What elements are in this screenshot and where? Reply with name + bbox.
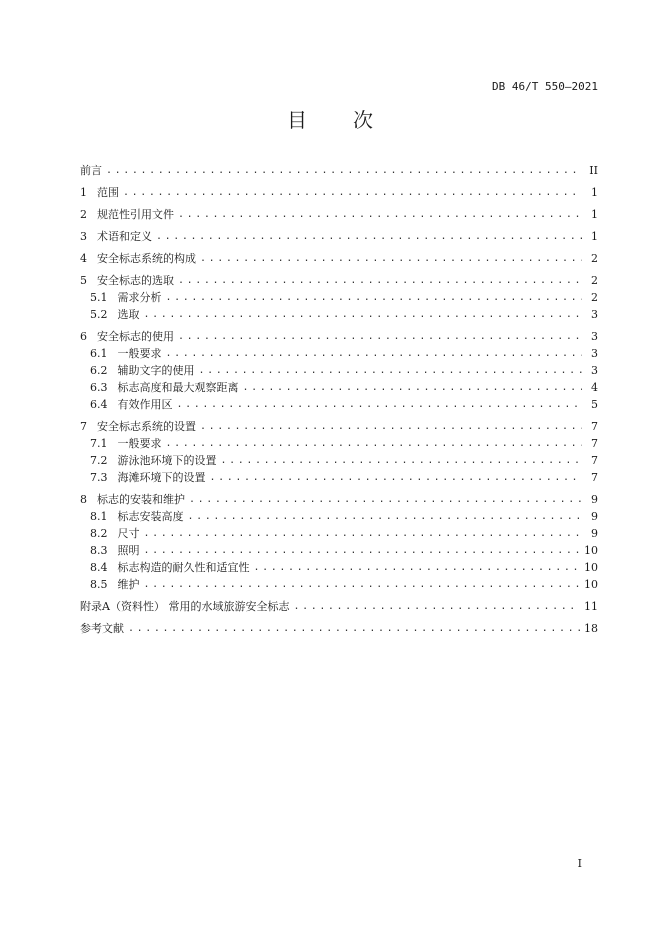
toc-entry-page: 3 <box>591 347 598 360</box>
dot-leader <box>106 163 582 179</box>
toc-entry-page: II <box>589 164 598 177</box>
toc-entry-page: 18 <box>584 622 598 635</box>
toc-entry-number: 7 <box>80 420 87 433</box>
toc-entry-label: 安全标志的选取 <box>97 274 174 287</box>
dot-leader <box>178 207 582 223</box>
toc-entry-number: 7.3 <box>90 471 108 484</box>
toc-entry-label: 标志高度和最大观察距离 <box>117 381 239 394</box>
toc-entry[interactable] <box>80 329 598 345</box>
toc-entry-label: 尺寸 <box>117 527 140 540</box>
toc-entry-number: 6.1 <box>90 347 108 360</box>
page-title <box>0 104 662 133</box>
toc-entry[interactable] <box>80 290 598 306</box>
toc-entry-title <box>80 492 185 508</box>
toc-entry-title <box>90 307 140 323</box>
dot-leader <box>221 453 583 469</box>
toc-entry-title <box>90 577 140 593</box>
toc-entry[interactable] <box>80 577 598 593</box>
dot-leader <box>128 621 580 637</box>
toc-entry[interactable] <box>80 599 598 615</box>
toc-entry-label: 安全标志系统的构成 <box>97 252 196 265</box>
toc-entry-number: 5.2 <box>90 308 108 321</box>
toc-entry-page: 1 <box>591 186 598 199</box>
toc-entry[interactable] <box>80 492 598 508</box>
toc-entry-page: 10 <box>584 561 598 574</box>
dot-leader <box>200 251 582 267</box>
toc-entry-number: 6.2 <box>90 364 108 377</box>
toc-entry-label: 辅助文字的使用 <box>117 364 195 377</box>
toc-entry-number: 4 <box>80 252 87 265</box>
toc-entry[interactable] <box>80 363 598 379</box>
dot-leader <box>144 307 583 323</box>
toc-entry-number: 8.4 <box>90 561 108 574</box>
dot-leader <box>178 273 582 289</box>
toc-entry[interactable] <box>80 621 598 637</box>
toc-entry-label: 规范性引用文件 <box>97 208 174 221</box>
toc-entry[interactable] <box>80 509 598 525</box>
toc-entry[interactable] <box>80 273 598 289</box>
toc-entry-title <box>80 163 102 179</box>
document-code: DB 46/T 550—2021 <box>492 80 598 93</box>
toc-entry-label: 标志构造的耐久性和适宜性 <box>117 561 250 574</box>
toc-entry-number: 7.1 <box>90 437 108 450</box>
toc-entry-number: 3 <box>80 230 87 243</box>
toc-entry-number: 1 <box>80 186 87 199</box>
toc-entry-number: 6.3 <box>90 381 108 394</box>
toc-entry-title <box>90 397 173 413</box>
toc-entry-page: 9 <box>591 493 598 506</box>
dot-leader <box>144 543 581 559</box>
toc-entry-number: 8 <box>80 493 87 506</box>
toc-entry-number: 6 <box>80 330 87 343</box>
toc-entry-number: 5.1 <box>90 291 108 304</box>
toc-entry-title <box>90 436 162 452</box>
toc-entry-page: 2 <box>591 252 598 265</box>
toc-entry-number: 7.2 <box>90 454 108 467</box>
dot-leader <box>144 577 581 593</box>
toc-entry-label: 游泳池环境下的设置 <box>117 454 217 467</box>
toc-entry-page: 9 <box>591 527 598 540</box>
toc-entry[interactable] <box>80 346 598 362</box>
dot-leader <box>210 470 583 486</box>
toc-entry-title <box>90 526 140 542</box>
toc-entry[interactable] <box>80 526 598 542</box>
toc-entry-number: 6.4 <box>90 398 108 411</box>
toc-entry-number: 2 <box>80 208 87 221</box>
dot-leader <box>243 380 583 396</box>
toc-entry-title <box>90 290 162 306</box>
toc-entry-label: 安全标志系统的设置 <box>97 420 196 433</box>
toc-entry-page: 3 <box>591 308 598 321</box>
dot-leader <box>123 185 582 201</box>
toc-entry-label: 范围 <box>97 186 119 199</box>
toc-entry-page: 7 <box>591 420 598 433</box>
toc-entry-title <box>90 380 239 396</box>
toc-entry-title <box>90 363 195 379</box>
toc-entry[interactable] <box>80 419 598 435</box>
toc-entry-label: 一般要求 <box>117 347 162 360</box>
toc-entry-label: 术语和定义 <box>97 230 152 243</box>
toc-entry-title <box>90 453 217 469</box>
dot-leader <box>188 509 583 525</box>
toc-entry-label: 标志的安装和维护 <box>97 493 185 506</box>
toc-entry-title <box>90 346 162 362</box>
toc-entry-label: 标志安装高度 <box>117 510 184 523</box>
toc-entry-title <box>90 560 250 576</box>
toc-entry-page: 2 <box>591 291 598 304</box>
footer-page-number: I <box>577 857 582 870</box>
dot-leader <box>177 397 583 413</box>
toc-entry-label: 海滩环境下的设置 <box>117 471 206 484</box>
dot-leader <box>166 290 583 306</box>
toc-entry-page: 10 <box>584 544 598 557</box>
toc-entry-number: 8.3 <box>90 544 108 557</box>
toc-entry[interactable] <box>80 185 598 201</box>
title-char: 次 <box>353 108 375 132</box>
toc-entry[interactable] <box>80 307 598 323</box>
toc-entry-page: 4 <box>591 381 598 394</box>
toc-entry-title <box>90 509 184 525</box>
toc-entry-title <box>80 229 152 245</box>
toc-entry[interactable] <box>80 207 598 223</box>
toc-entry-page: 1 <box>591 208 598 221</box>
toc-entry-label: 安全标志的使用 <box>97 330 174 343</box>
toc-entry[interactable] <box>80 229 598 245</box>
toc-entry-page: 3 <box>591 330 598 343</box>
table-of-contents <box>80 163 598 637</box>
toc-entry-number: 8.1 <box>90 510 108 523</box>
title-char: 目 <box>287 108 309 132</box>
toc-entry-label: 照明 <box>117 544 140 557</box>
toc-entry[interactable] <box>80 543 598 559</box>
toc-entry-label: 需求分析 <box>117 291 162 304</box>
toc-entry-number: 5 <box>80 274 87 287</box>
toc-entry-title <box>80 621 124 637</box>
toc-entry[interactable] <box>80 163 598 179</box>
dot-leader <box>254 560 581 576</box>
toc-entry-label: 前言 <box>80 164 102 177</box>
toc-entry-number: 8.2 <box>90 527 108 540</box>
dot-leader <box>189 492 582 508</box>
toc-entry-label: 参考文献 <box>80 622 124 635</box>
dot-leader <box>200 419 582 435</box>
toc-entry-label: 附录A（资料性） 常用的水域旅游安全标志 <box>80 600 290 613</box>
dot-leader <box>199 363 583 379</box>
toc-entry-page: 2 <box>591 274 598 287</box>
toc-entry-label: 一般要求 <box>117 437 162 450</box>
toc-entry-title <box>80 251 196 267</box>
toc-entry[interactable] <box>80 251 598 267</box>
toc-entry[interactable] <box>80 470 598 486</box>
toc-entry-page: 3 <box>591 364 598 377</box>
dot-leader <box>178 329 582 345</box>
toc-entry-page: 9 <box>591 510 598 523</box>
toc-entry-title <box>80 185 119 201</box>
toc-entry[interactable] <box>80 397 598 413</box>
dot-leader <box>166 346 583 362</box>
toc-entry-title <box>80 207 174 223</box>
toc-entry-page: 7 <box>591 471 598 484</box>
toc-entry-page: 7 <box>591 454 598 467</box>
toc-entry-label: 有效作用区 <box>117 398 173 411</box>
dot-leader <box>156 229 582 245</box>
toc-entry-title <box>90 470 206 486</box>
toc-entry-title <box>80 329 174 345</box>
toc-entry-title <box>80 419 196 435</box>
toc-entry-label: 维护 <box>117 578 140 591</box>
toc-entry-title <box>80 273 174 289</box>
toc-entry[interactable] <box>80 380 598 396</box>
toc-entry[interactable] <box>80 453 598 469</box>
toc-entry[interactable] <box>80 560 598 576</box>
toc-entry-page: 11 <box>584 600 598 613</box>
toc-entry-title <box>90 543 140 559</box>
toc-entry-page: 7 <box>591 437 598 450</box>
dot-leader <box>166 436 583 452</box>
dot-leader <box>293 599 580 615</box>
toc-entry-page: 10 <box>584 578 598 591</box>
toc-entry-label: 选取 <box>117 308 140 321</box>
toc-entry[interactable] <box>80 436 598 452</box>
toc-entry-page: 5 <box>591 398 598 411</box>
toc-entry-title <box>80 599 289 615</box>
toc-entry-number: 8.5 <box>90 578 108 591</box>
dot-leader <box>144 526 583 542</box>
toc-entry-page: 1 <box>591 230 598 243</box>
